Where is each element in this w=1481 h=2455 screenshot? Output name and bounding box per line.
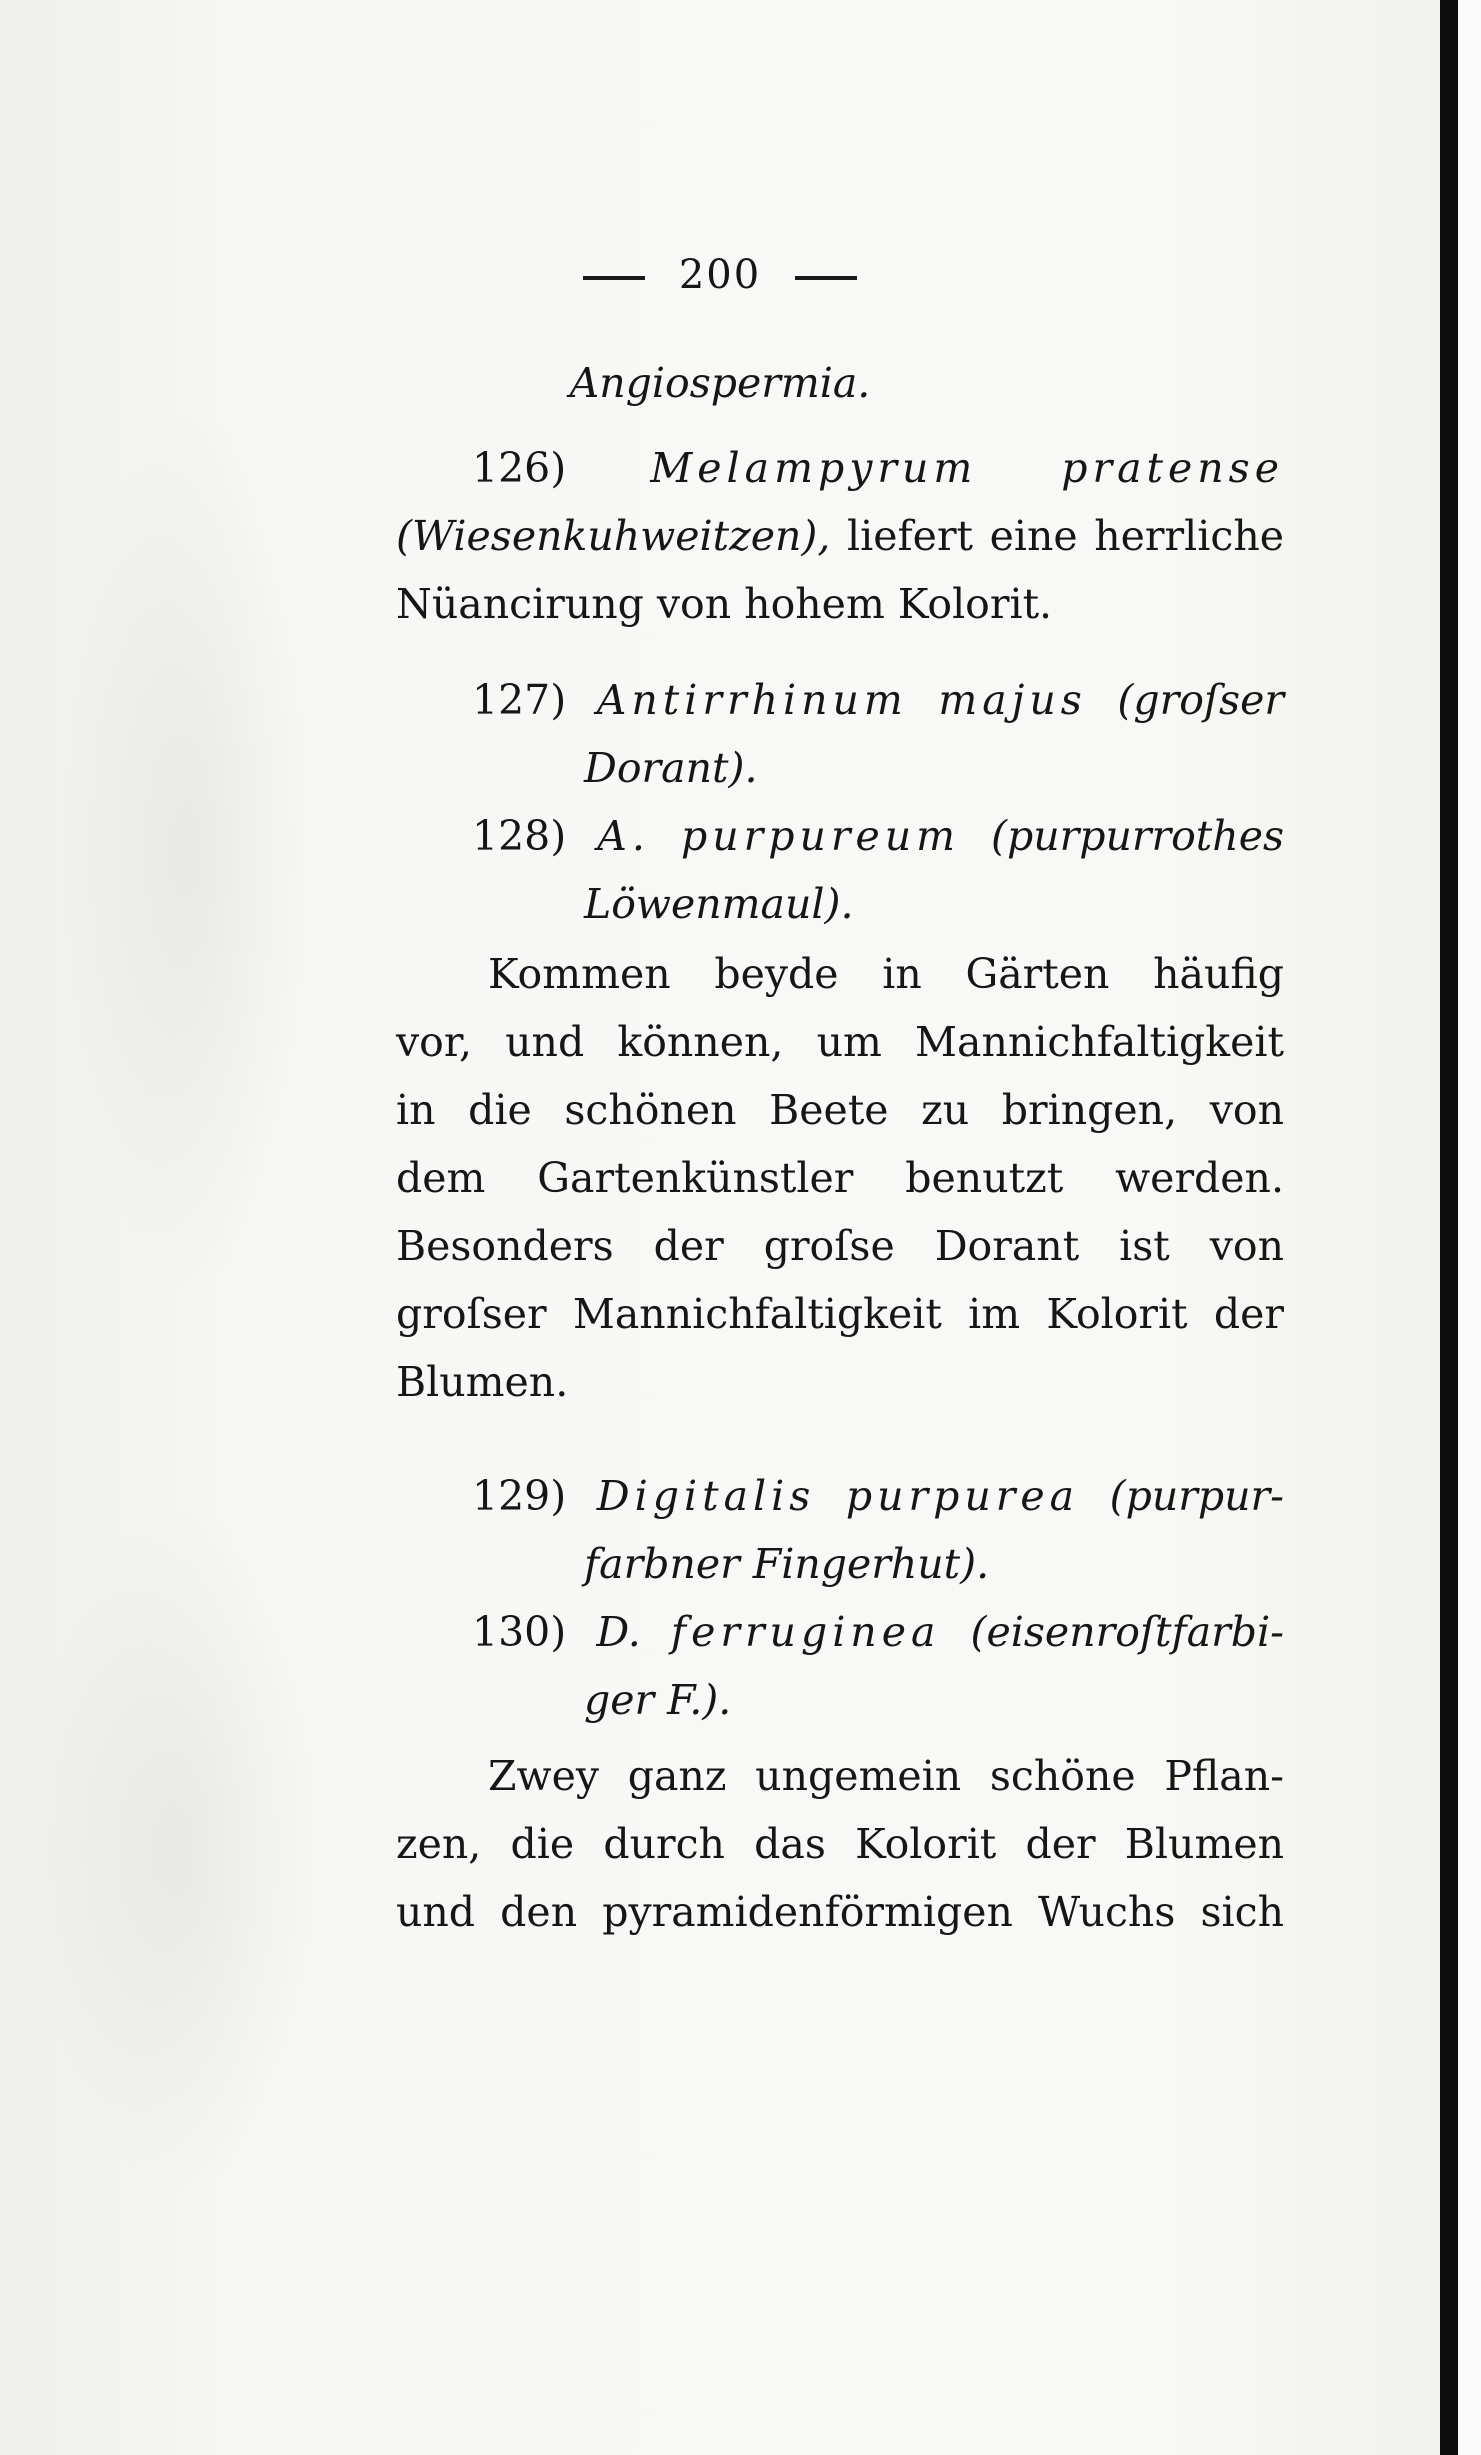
paragraph-1-line-6: groſser Mannichfaltigkeit im Kolorit der <box>396 1290 1284 1338</box>
common-name: (purpurrothes <box>991 812 1284 860</box>
scan-margin <box>1458 0 1481 2455</box>
entry-126-line-1 <box>472 440 1284 496</box>
paragraph-2-line-1: Zwey ganz ungemein schöne Pflan- <box>488 1752 1284 1800</box>
paper-stain <box>30 1500 330 2200</box>
entry-number: 128) <box>472 812 567 860</box>
genus-name: Melampyrum <box>650 444 978 492</box>
common-name: Löwenmaul). <box>584 880 854 928</box>
paper-stain <box>60 400 320 1300</box>
page-header <box>0 252 1440 298</box>
common-name: (groſser <box>1117 676 1284 724</box>
entry-number: 130) <box>472 1608 567 1656</box>
entry-130-line-1 <box>472 1604 1284 1660</box>
paragraph-1-line-1: Kommen beyde in Gärten häufig <box>488 950 1284 998</box>
entry-126-line-3 <box>396 576 1052 632</box>
common-name: ger F.). <box>584 1676 732 1724</box>
entry-text: Nüancirung von hohem Kolorit. <box>396 580 1053 628</box>
entry-128-line-1 <box>472 808 1284 864</box>
entry-129-line-1 <box>472 1468 1284 1524</box>
header-dash-left <box>583 276 645 280</box>
entry-number: 126) <box>472 444 567 492</box>
paragraph-1-line-5: Besonders der groſse Dorant ist von <box>396 1222 1284 1270</box>
entry-127-line-1 <box>472 672 1284 728</box>
paragraph-1-line-4: dem Gartenkünstler benutzt werden. <box>396 1154 1284 1202</box>
entry-number: 127) <box>472 676 567 724</box>
page-number: 200 <box>678 252 762 298</box>
section-heading <box>0 355 1440 411</box>
paragraph-1-line-2: vor, und können, um Mannichfaltigkeit <box>396 1018 1284 1066</box>
species-name: purpureum <box>680 812 961 860</box>
paragraph-2-line-2: zen, die durch das Kolorit der Blumen <box>396 1820 1284 1868</box>
paragraph-1-line-3: in die schönen Beete zu bringen, von <box>396 1086 1284 1134</box>
entry-number: 129) <box>472 1472 567 1520</box>
entry-126-line-2 <box>396 508 1284 564</box>
species-name: majus <box>938 676 1087 724</box>
common-name: (purpur- <box>1109 1472 1284 1520</box>
common-name: (Wiesenkuhweitzen), <box>396 512 831 560</box>
entry-130-line-2 <box>584 1672 731 1728</box>
genus-name: Antirrhinum <box>596 676 908 724</box>
page-edge-shadow <box>1440 0 1458 2455</box>
species-name: purpurea <box>845 1472 1080 1520</box>
common-name: (eisenroſtfarbi- <box>970 1608 1284 1656</box>
paragraph-1-line-7: Blumen. <box>396 1358 569 1406</box>
genus-name: D. <box>596 1608 641 1656</box>
entry-127-line-2 <box>584 740 758 796</box>
genus-name: A. <box>597 812 650 860</box>
species-name: pratense <box>1061 444 1284 492</box>
common-name: Dorant). <box>584 744 758 792</box>
species-name: ferruginea <box>670 1608 941 1656</box>
entry-129-line-2 <box>584 1536 989 1592</box>
section-heading-text: Angiospermia. <box>569 359 871 407</box>
common-name: farbner Fingerhut). <box>584 1540 990 1588</box>
genus-name: Digitalis <box>596 1472 816 1520</box>
header-dash-right <box>795 276 857 280</box>
paragraph-2-line-3: und den pyramidenförmigen Wuchs sich <box>396 1888 1284 1936</box>
entry-128-line-2 <box>584 876 854 932</box>
entry-text: liefert eine herrliche <box>847 512 1284 560</box>
